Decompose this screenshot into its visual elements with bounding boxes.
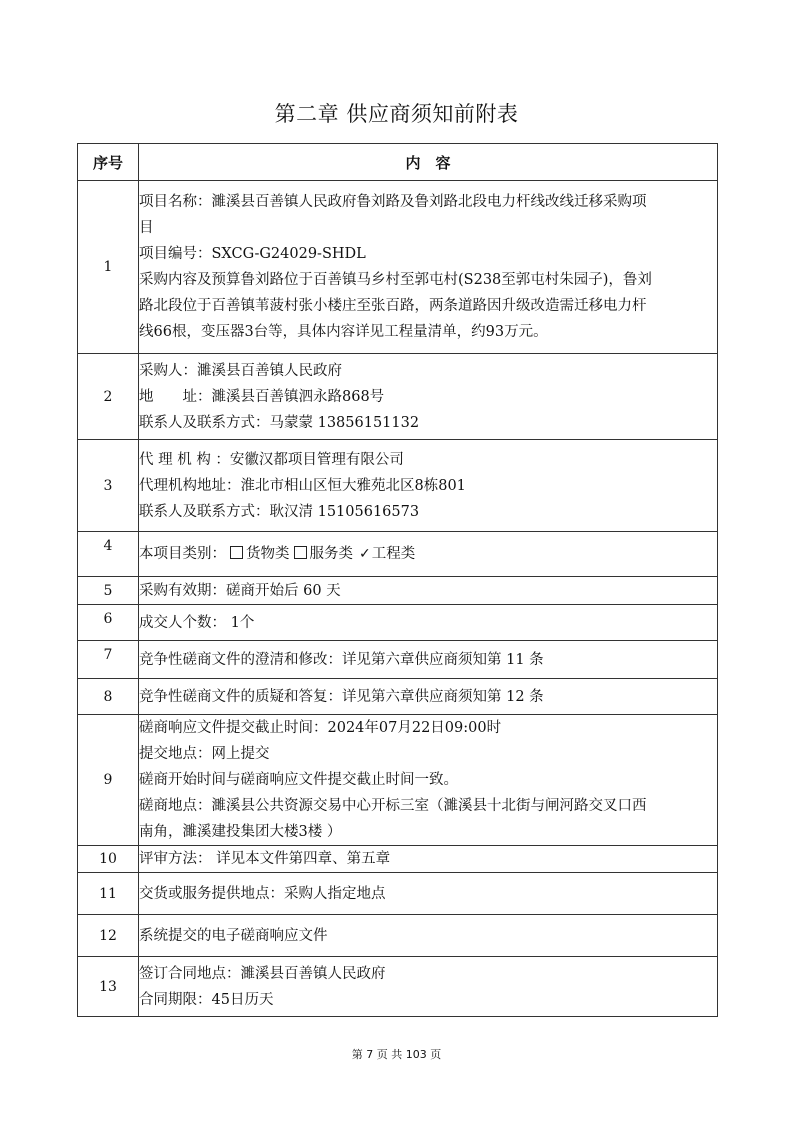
- table-row: [78, 915, 718, 957]
- table-row: [78, 354, 718, 440]
- content-line: 地 址：濉溪县百善镇泗永路868号: [139, 388, 385, 405]
- table-row: [78, 679, 718, 715]
- table-row: [78, 873, 718, 915]
- content-line: 合同期限：45日历天: [139, 991, 274, 1008]
- content-line: 线66根，变压器3台等，具体内容详见工程量清单，约93万元。: [139, 324, 548, 340]
- row-content: [139, 181, 718, 354]
- page-footer: 第 7 页 共 103 页: [351, 1048, 442, 1061]
- checkbox-service[interactable]: [294, 546, 307, 559]
- content-line: 磋商开始时间与磋商响应文件提交截止时间一致。: [139, 772, 458, 788]
- content-line: 签订合同地点：濉溪县百善镇人民政府: [139, 965, 386, 982]
- row-number: 4: [78, 532, 139, 577]
- content-line: 联系人及联系方式：马蒙蒙 13856151132: [139, 414, 420, 431]
- checkmark-icon[interactable]: ✓: [359, 546, 371, 562]
- row-number: 7: [78, 641, 139, 679]
- content-line: 项目名称：濉溪县百善镇人民政府鲁刘路及鲁刘路北段电力杆线改线迁移采购项: [139, 194, 647, 210]
- page-title: 第二章 供应商须知前附表: [274, 102, 519, 126]
- category-label: 本项目类别：: [139, 546, 226, 562]
- checkbox-engineering-label: 工程类: [371, 546, 416, 562]
- table-row: [78, 715, 718, 846]
- row-content: [139, 846, 718, 873]
- content-line: 路北段位于百善镇苇菠村张小楼庄至张百路，两条道路因升级改造需迁移电力杆: [139, 298, 647, 314]
- content-line: 磋商地点：濉溪县公共资源交易中心开标三室（濉溪县十北街与闸河路交叉口西: [139, 798, 647, 814]
- header-content: 内 容: [139, 144, 718, 181]
- content-line: 竞争性磋商文件的澄清和修改：详见第六章供应商须知第 11 条: [139, 651, 544, 668]
- checkbox-goods[interactable]: [230, 546, 243, 559]
- table-row: [78, 641, 718, 679]
- row-number: 5: [78, 577, 139, 605]
- table-row: [78, 846, 718, 873]
- checkbox-goods-label: 货物类: [246, 546, 290, 562]
- content-line: 代理机构地址：淮北市相山区恒大雅苑北区8栋801: [139, 477, 466, 494]
- table-row: [78, 440, 718, 532]
- header-number: 序号: [78, 144, 139, 181]
- content-line: 成交人个数： 1个: [139, 614, 255, 631]
- row-content: [139, 532, 718, 577]
- content-line: 采购人：濉溪县百善镇人民政府: [139, 362, 342, 379]
- row-content: [139, 577, 718, 605]
- row-number: 2: [78, 354, 139, 440]
- content-line: 竞争性磋商文件的质疑和答复：详见第六章供应商须知第 12 条: [139, 688, 544, 705]
- row-number: 3: [78, 440, 139, 532]
- content-line: 提交地点：网上提交: [139, 746, 270, 762]
- content-line: 代 理 机 构 ：安徽汉都项目管理有限公司: [139, 451, 404, 468]
- row-number: 12: [78, 915, 139, 957]
- table-row: [78, 577, 718, 605]
- table-row: [78, 181, 718, 354]
- notice-table: [77, 143, 718, 1017]
- row-content: [139, 354, 718, 440]
- row-number: 11: [78, 873, 139, 915]
- row-number: 10: [78, 846, 139, 873]
- table-header-row: [78, 144, 718, 181]
- row-content: [139, 915, 718, 957]
- content-line: 交货或服务提供地点：采购人指定地点: [139, 885, 386, 902]
- row-number: 8: [78, 679, 139, 715]
- row-content: [139, 873, 718, 915]
- row-content: [139, 440, 718, 532]
- row-content: [139, 605, 718, 641]
- content-line: 项目编号：SXCG-G24029-SHDL: [139, 246, 366, 262]
- table-row: [78, 532, 718, 577]
- row-number: 9: [78, 715, 139, 846]
- row-content: [139, 715, 718, 846]
- table-row: [78, 605, 718, 641]
- table-row: [78, 957, 718, 1017]
- content-line: 目: [139, 220, 154, 236]
- row-number: 13: [78, 957, 139, 1017]
- content-line: 联系人及联系方式：耿汉清 15105616573: [139, 503, 420, 520]
- row-content: [139, 641, 718, 679]
- row-number: 6: [78, 605, 139, 641]
- row-content: [139, 679, 718, 715]
- row-content: [139, 957, 718, 1017]
- content-line: 评审方法： 详见本文件第四章、第五章: [139, 851, 391, 867]
- content-line: 南角，濉溪建投集团大楼3楼 ）: [139, 824, 342, 840]
- content-line: 系统提交的电子磋商响应文件: [139, 927, 328, 944]
- checkbox-service-label: 服务类: [309, 546, 353, 562]
- content-line: 磋商响应文件提交截止时间：2024年07月22日09:00时: [139, 720, 502, 736]
- content-line: 采购有效期：磋商开始后 60 天: [139, 582, 341, 599]
- row-number: 1: [78, 181, 139, 354]
- content-line: 采购内容及预算鲁刘路位于百善镇马乡村至郭屯村(S238至郭屯村朱园子)，鲁刘: [139, 272, 652, 288]
